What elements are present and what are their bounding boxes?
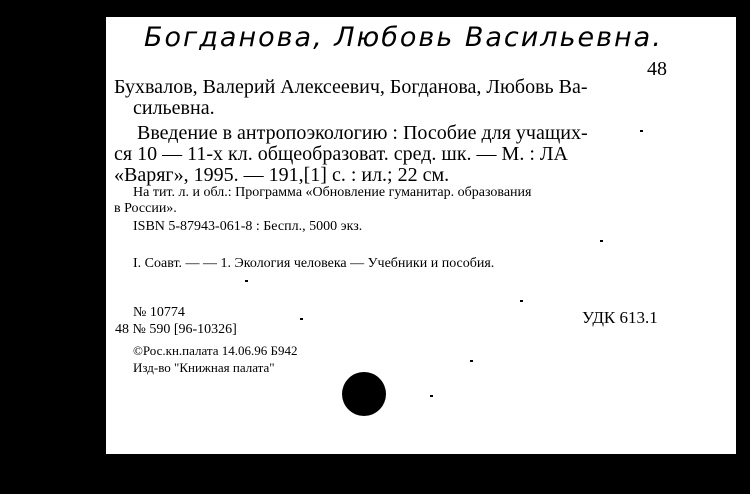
note-line-2: в России». bbox=[114, 201, 177, 216]
title-line-3: «Варяг», 1995. — 191,[1] с. : ил.; 22 см. bbox=[114, 164, 450, 186]
handwritten-call-number-top: 96-5 bbox=[22, 62, 86, 92]
publisher-line: Изд-во "Книжная палата" bbox=[133, 360, 275, 375]
speck bbox=[640, 130, 643, 132]
title-line-2: ся 10 — 11-х кл. общеобразоват. сред. шк. — М. : ЛА bbox=[114, 143, 568, 165]
speck bbox=[600, 240, 603, 242]
speck bbox=[78, 366, 81, 368]
handwritten-title: Богданова, Любовь Васильевна. bbox=[144, 22, 663, 53]
speck bbox=[300, 318, 303, 320]
speck bbox=[430, 395, 433, 397]
registration-line-2: 48 № 590 [96-10326] bbox=[115, 322, 237, 337]
isbn-line: ISBN 5-87943-061-8 : Беспл., 5000 экз. bbox=[133, 219, 363, 234]
subject-headings: I. Соавт. — — 1. Экология человека — Учебники и пособия. bbox=[133, 256, 495, 271]
page-number: 48 bbox=[647, 58, 667, 80]
note-line-1: На тит. л. и обл.: Программа «Обновление гуманитар. образования bbox=[133, 185, 532, 200]
copyright-line: ©Рос.кн.палата 14.06.96 Б942 bbox=[133, 343, 298, 358]
speck bbox=[520, 300, 523, 302]
title-line-1: Введение в антропоэкологию : Пособие для учащих- bbox=[137, 122, 588, 144]
speck bbox=[245, 280, 248, 282]
handwritten-call-number-bottom: 1527 bbox=[22, 96, 95, 127]
speck bbox=[470, 360, 473, 362]
author-line-1: Бухвалов, Валерий Алексеевич, Богданова, Любовь Ва- bbox=[114, 76, 588, 98]
registration-number: № 10774 bbox=[133, 305, 185, 320]
punch-hole bbox=[342, 372, 386, 416]
udk-code: УДК 613.1 bbox=[582, 308, 658, 327]
author-line-2: сильевна. bbox=[133, 97, 215, 119]
